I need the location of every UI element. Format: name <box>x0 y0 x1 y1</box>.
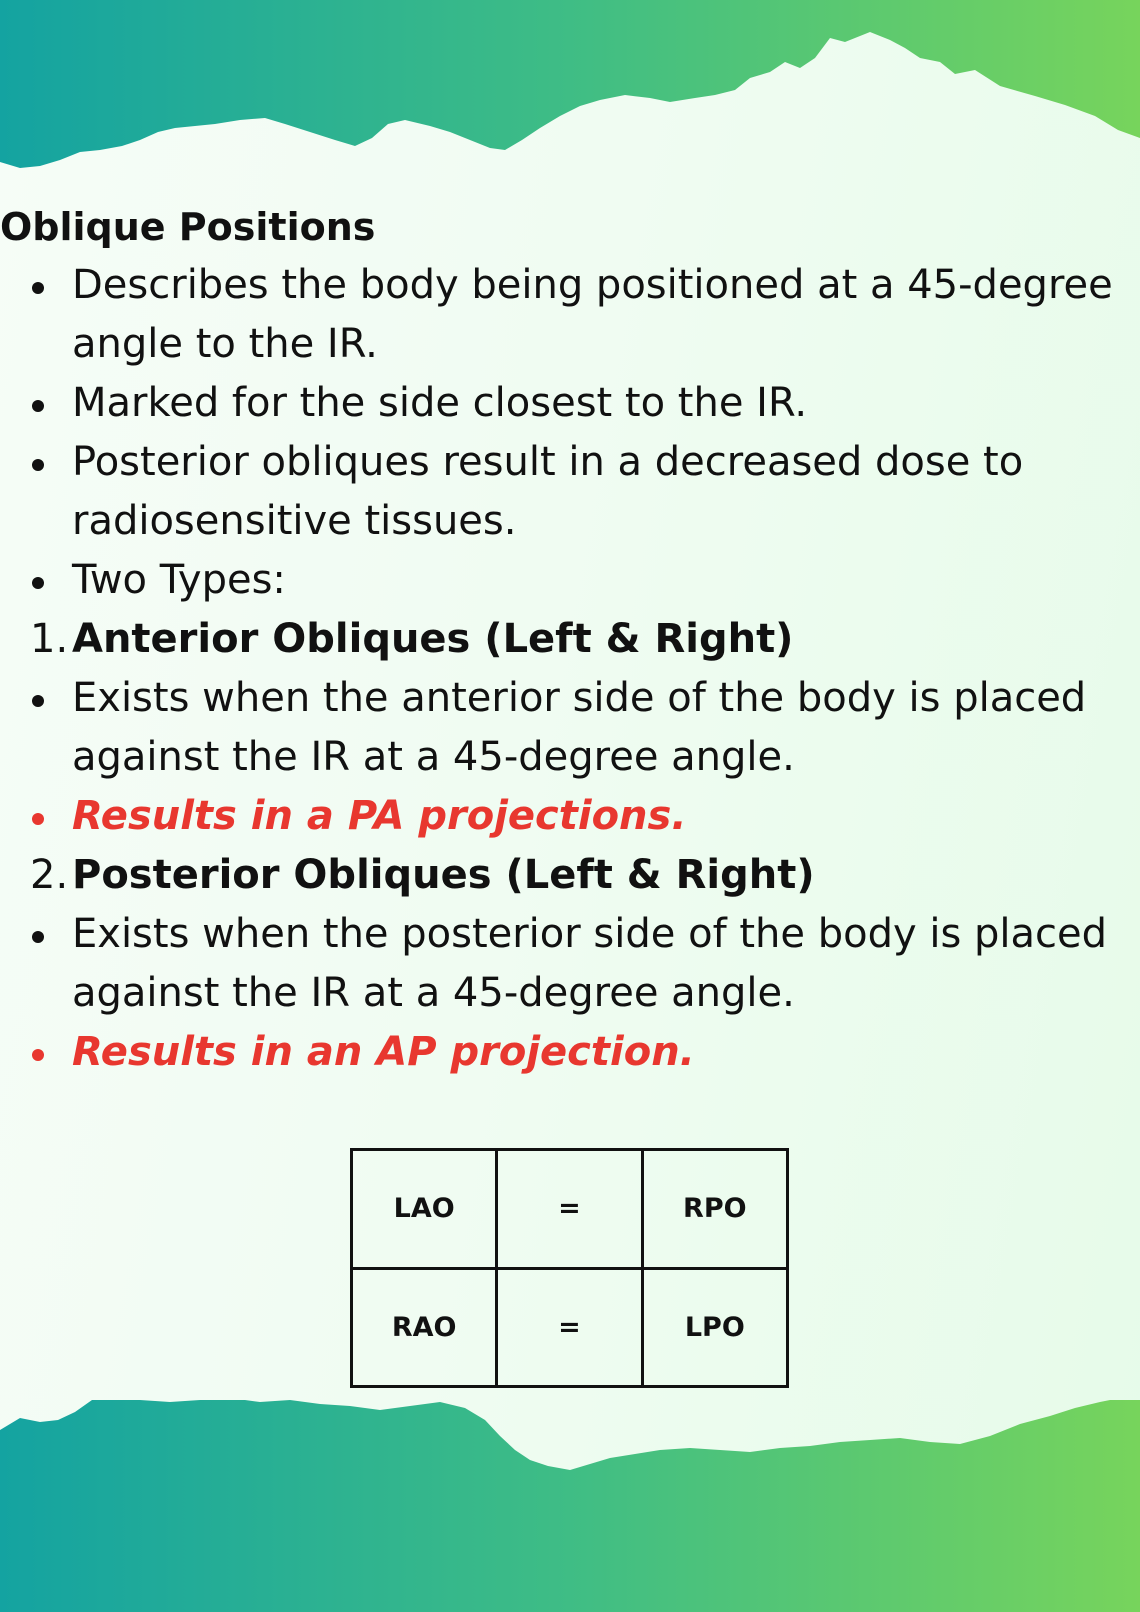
bottom-torn-paper-band <box>0 1400 1140 1612</box>
table-cell: LAO <box>352 1150 497 1269</box>
table-cell: RPO <box>642 1150 787 1269</box>
list-item <box>0 433 1130 551</box>
table-cell: = <box>497 1150 642 1269</box>
numbered-heading-posterior <box>0 846 1130 905</box>
number-marker: 1. <box>30 616 69 662</box>
list-item-text: Exists when the anterior side of the body is placed against the IR at a 45-degree angle. <box>72 675 1087 780</box>
numbered-heading-text: Posterior Obliques (Left & Right) <box>72 852 815 898</box>
highlight-text: Results in an AP projection. <box>72 1029 695 1075</box>
list-item <box>0 669 1130 787</box>
table-cell: RAO <box>352 1268 497 1387</box>
list-item-text: Posterior obliques result in a decreased dose to radiosensitive tissues. <box>72 439 1024 544</box>
list-item-text: Marked for the side closest to the IR. <box>72 380 808 426</box>
list-item <box>0 256 1130 374</box>
list-item <box>0 374 1130 433</box>
page-title: Oblique Positions <box>0 205 376 249</box>
highlight-text: Results in a PA projections. <box>72 793 687 839</box>
list-item <box>0 905 1130 1023</box>
top-torn-paper-band <box>0 0 1140 200</box>
list-item-text: Two Types: <box>72 557 286 603</box>
highlight-item <box>0 787 1130 846</box>
numbered-heading-anterior <box>0 610 1130 669</box>
table-cell: = <box>497 1268 642 1387</box>
oblique-positions-section <box>0 198 1130 1082</box>
oblique-equivalence-table <box>350 1148 789 1388</box>
list-item-text: Exists when the posterior side of the body is placed against the IR at a 45-degree angle. <box>72 911 1108 1016</box>
number-marker: 2. <box>30 852 69 898</box>
table-row <box>352 1268 788 1387</box>
table-cell: LPO <box>642 1268 787 1387</box>
list-item-text: Describes the body being positioned at a 45-degree angle to the IR. <box>72 262 1113 367</box>
highlight-item <box>0 1023 1130 1082</box>
numbered-heading-text: Anterior Obliques (Left & Right) <box>72 616 794 662</box>
list-item <box>0 551 1130 610</box>
table-row <box>352 1150 788 1269</box>
